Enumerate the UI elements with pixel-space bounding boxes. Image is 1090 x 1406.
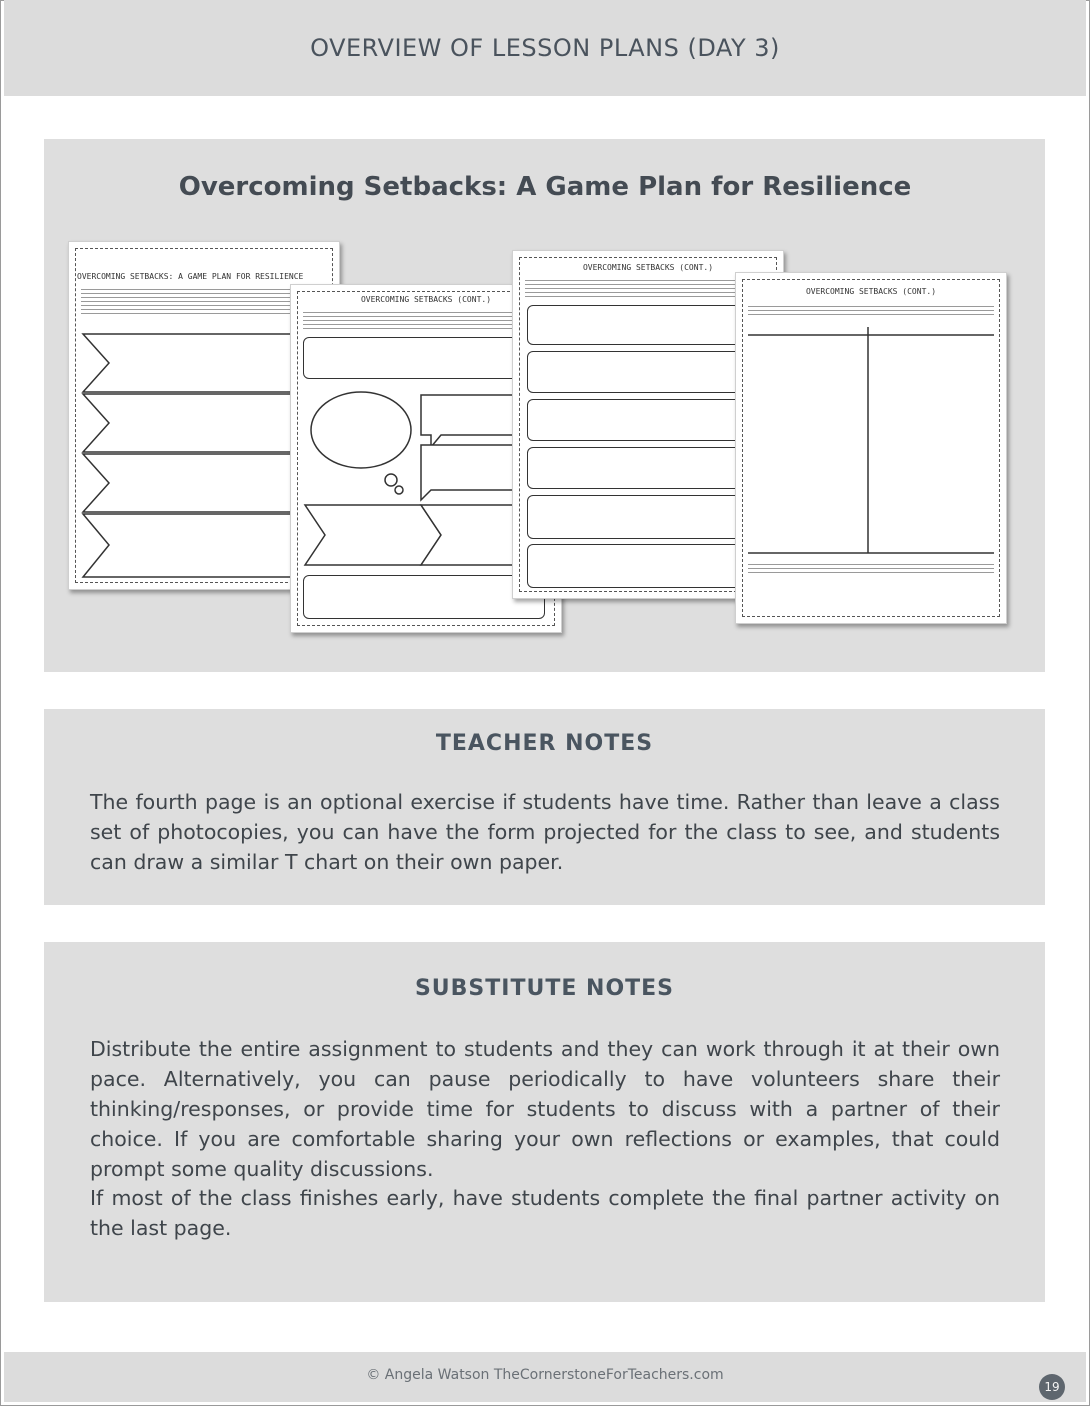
worksheet-heading: OVERCOMING SETBACKS: A GAME PLAN FOR RESILIENCE [77, 272, 304, 281]
worksheet-heading: OVERCOMING SETBACKS (CONT.) [360, 295, 492, 304]
worksheet-title: Overcoming Setbacks: A Game Plan for Resilience [178, 172, 912, 202]
worksheet-heading: OVERCOMING SETBACKS (CONT.) [805, 287, 937, 296]
teacher-notes-text: The fourth page is an optional exercise if students have time. Rather than leave a class set of photocopies, you can have the form projected for the class to see, and students can draw a similar T chart on their own paper. [90, 790, 1000, 874]
worksheet-heading: OVERCOMING SETBACKS (CONT.) [582, 263, 714, 272]
substitute-notes-text-2: If most of the class finishes early, have students complete the final partner activity on the last page. [90, 1186, 1000, 1240]
footer-copyright: © Angela Watson TheCornerstoneForTeachers.com [366, 1367, 724, 1383]
worksheet-thumbnail-4 [735, 272, 1007, 624]
footer-bar [4, 1352, 1086, 1402]
teacher-notes-title: TEACHER NOTES [435, 731, 654, 756]
substitute-notes-text-1: Distribute the entire assignment to students and they can work through it at their own pace. Alternatively, you can pause periodically to have volunteers share their thinking/responses, or provide time for students to discuss with a partner of their choice. If you are comfortable sharing your own reflections or examples, that could prompt some quality discussions. [90, 1037, 1000, 1181]
header-bar [4, 0, 1086, 96]
substitute-notes-panel [44, 942, 1045, 1302]
page-title: OVERVIEW OF LESSON PLANS (DAY 3) [310, 34, 780, 62]
substitute-notes-title: SUBSTITUTE NOTES [414, 976, 675, 1001]
teacher-notes-panel [44, 709, 1045, 905]
page-number-badge: 19 [1039, 1374, 1065, 1400]
